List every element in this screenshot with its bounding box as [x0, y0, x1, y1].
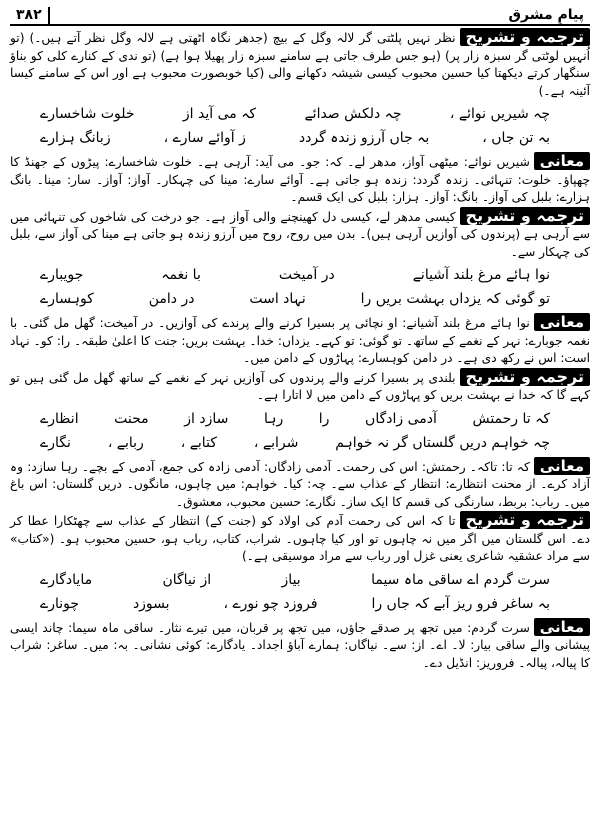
verse-segment: انظارے: [40, 410, 79, 427]
translation-paragraph: [10, 511, 590, 566]
running-header: [10, 4, 590, 26]
section-1: [10, 28, 590, 207]
verse-segment: نوا ہائے مرغ بلند آشیانے: [412, 267, 550, 283]
verse-line-1: [40, 407, 550, 431]
verse-segment: جویبارے: [40, 267, 84, 283]
verse-line-2: [40, 287, 550, 311]
verse-segment: بہ جاں آرزو زندہ گردد: [298, 130, 430, 146]
verse-segment: سرت گردم اے ساقی ماہ سیما: [371, 571, 550, 588]
verse-segment: در دامن: [148, 291, 195, 307]
couplet: [10, 263, 590, 311]
translation-label: ترجمہ و تشریح: [460, 511, 590, 529]
verse-line-1: [40, 102, 550, 126]
verse-segment: نگارے: [40, 434, 71, 451]
couplet: [10, 568, 590, 616]
translation-text: بلندی پر بسیرا کرنے والے پرندوں کی آوازیں نہر کے نغمے کے ساتھ گھل مل گئی ہیں تو کہے گا کہ خدا نے بہشت بریں کو پہاڑوں کے دامن میں لا اتارا ہے۔: [10, 370, 590, 402]
section-4: [10, 511, 590, 672]
meanings-label: معانی: [534, 457, 590, 475]
verse-segment: مایادگارے: [40, 571, 93, 588]
section-2: [10, 207, 590, 368]
meanings-label: معانی: [534, 618, 590, 636]
meanings-label: معانی: [534, 152, 590, 170]
verse-segment: خلوت شاخسارے: [40, 106, 135, 122]
meanings-label: معانی: [534, 313, 590, 331]
verse-segment: از نیاگان: [162, 571, 212, 588]
verse-segment: کہ می آید از: [182, 106, 257, 122]
verse-segment: چہ شیریں نوائے ،: [449, 106, 550, 122]
verse-segment: نہاد است: [249, 291, 306, 307]
translation-paragraph: [10, 207, 590, 262]
page-content: [10, 28, 590, 672]
couplet: [10, 407, 590, 455]
verse-line-2: [40, 431, 550, 455]
verse-segment: با نغمہ: [161, 267, 201, 283]
verse-line-1: [40, 568, 550, 592]
book-title: پیامِ مشرق: [508, 7, 584, 23]
meanings-paragraph: [10, 618, 590, 673]
meanings-paragraph: [10, 457, 590, 512]
verse-segment: آدمی زادگاں: [365, 410, 437, 427]
verse-line-2: [40, 126, 550, 150]
verse-segment: چہ خواہم دریں گلستاں گر نہ خواہم: [335, 434, 550, 451]
translation-text: نظر نہیں پلٹتی گر لالہ وگل کے بیچ (جدھر نگاہ اٹھتی ہے لالہ وگل نظر آتے ہیں۔) (تو اُنہیں لوٹتی گر سبزہ زار پر) (ہو جس طرف جاتی ہے سامنے سبزہ زار پھیلا ہوا ہے) (تو ندی کے کنارے کلی کو بناؤ سنگھار کرتے دیکھتا کیا حسین محبوب کیسی شیشہ دکھانے والی (کیا خوبصورت محبوب ہے اور اس کے سامنے کیسا آئینہ ہے۔): [10, 31, 590, 98]
translation-label: ترجمہ و تشریح: [460, 207, 590, 225]
page-number: ۳۸۲: [10, 7, 50, 24]
translation-paragraph: [10, 368, 590, 405]
verse-line-2: [40, 592, 550, 616]
verse-segment: تو گوئی کہ یزداں بہشت بریں را: [360, 291, 550, 307]
meanings-text: سرت گردم: میں تجھ پر صدقے جاؤں، میں تجھ پر قربان، میں تیرے نثار۔ ساقی ماہ سیما: چاند ایسی پیشانی والے ساقی بیار: لا۔ اے۔ از: سے۔ نیاگاں: ہمارے آباؤ اجداد۔ یادگارے: کوئی نشانی۔ بہ: میں۔ ساغر: شراب کا پیالہ، پیالہ۔ فروریز: انڈیل دے۔: [10, 620, 590, 670]
verse-segment: کہ تا رحمتش: [472, 410, 550, 427]
meanings-paragraph: [10, 152, 590, 207]
verse-segment: محنت: [114, 410, 149, 427]
translation-paragraph: [10, 28, 590, 100]
translation-label: ترجمہ و تشریح: [460, 368, 590, 386]
verse-segment: بیاز: [281, 571, 301, 588]
translation-text: کیسی مدھر لے، کیسی دل کھینچنے والی آواز ہے۔ جو درخت کی شاخوں کی تنہائی میں سے آرہی ہے (پرندوں کی آوازیں آرہی ہیں)۔ بدن میں روح، روح میں آرزو زندہ ہو جاتی ہے مینا کی آواز سے، بلبل کی چہکار سے۔: [10, 209, 590, 259]
verse-segment: بہ تن جاں ،: [482, 130, 550, 146]
verse-segment: بہ ساغر فرو ریز آبے کہ جاں را: [371, 595, 550, 612]
meanings-text: شیریں نوائے: میٹھی آواز، مدھر لے۔ کہ: جو۔ می آید: آرہی ہے۔ خلوت شاخسارے: پیڑوں کے جھنڈ کا چھپاؤ۔ خلوت: تنہائی۔ زندہ گردد: زندہ ہو جاتی ہے۔ آوائے سارے: مینا کی چہکار۔ آواز: آواز۔ سار: مینا۔ بانگ ہزارے: بلبل کی آواز۔ بانگ: آواز۔ ہزار: بلبل کی ایک قسم۔: [10, 155, 590, 204]
verse-segment: فروزد چو نورے ،: [223, 595, 318, 612]
couplet: [10, 102, 590, 150]
verse-segment: کوہسارے: [40, 291, 94, 307]
verse-segment: زبانگ ہزارے: [40, 130, 111, 146]
verse-segment: ربابے ،: [107, 434, 144, 451]
verse-segment: رہا: [263, 410, 284, 427]
verse-segment: چہ دلکش صدائے: [304, 106, 402, 122]
verse-segment: ز آوائے سارے ،: [163, 130, 246, 146]
verse-segment: کتابے ،: [180, 434, 217, 451]
translation-label: ترجمہ و تشریح: [460, 28, 590, 46]
verse-segment: بسوزد: [132, 595, 170, 612]
meanings-text: نوا ہائے مرغ بلند آشیانے: او نچائی پر بسیرا کرنے والے پرندے کی آوازیں۔ در آمیخت: گھل مل گئی۔ با نغمہ جوبارے: نہر کے نغمے کے ساتھ۔ تو گوئی: تو کہے۔ یزداں: خدا۔ بہشت بریں: جنت کا اعلیٰ طبقہ۔ را: کو۔ نہاد است: اس نے رکھ دی ہے۔ در دامن کوہسارے: پہاڑوں کے دامن میں۔: [10, 316, 590, 365]
section-3: [10, 368, 590, 512]
translation-text: تا کہ اس کی رحمت آدم کی اولاد کو (جنت کے) انتظار کے عذاب سے چھٹکارا عطا کر دے۔ اس گلستان میں اگر میں نہ چاہوں تو اور کیا چاہوں۔ شراب، کتاب، رباب ہو، حسین محبوب ہو۔ («کتاب» سے مراد عشقیہ شاعری یعنی غزل اور رباب سے مراد موسیقی ہے۔): [10, 514, 590, 563]
meanings-paragraph: [10, 313, 590, 368]
verse-segment: سازد از: [184, 410, 229, 427]
verse-segment: را: [318, 410, 330, 427]
verse-segment: شرابے ،: [253, 434, 299, 451]
verse-segment: چونارے: [40, 595, 80, 612]
verse-line-1: [40, 263, 550, 287]
verse-segment: در آمیخت: [278, 267, 335, 283]
meanings-text: کہ تا: تاکہ۔ رحمتش: اس کی رحمت۔ آدمی زادگاں: آدمی زادہ کی جمع، آدمی کے بچے۔ رہا سازد: وہ آزاد کرے۔ از محنت انتظارے: انتظار کے عذاب سے۔ چہ: کیا۔ خواہم: میں چاہوں، مانگوں۔ دریں گلستاں: اس باغ میں۔ رباب: بربط، سارنگی کی قسم کا ایک ساز۔ نگارے: حسین محبوب، معشوق۔: [10, 459, 590, 509]
